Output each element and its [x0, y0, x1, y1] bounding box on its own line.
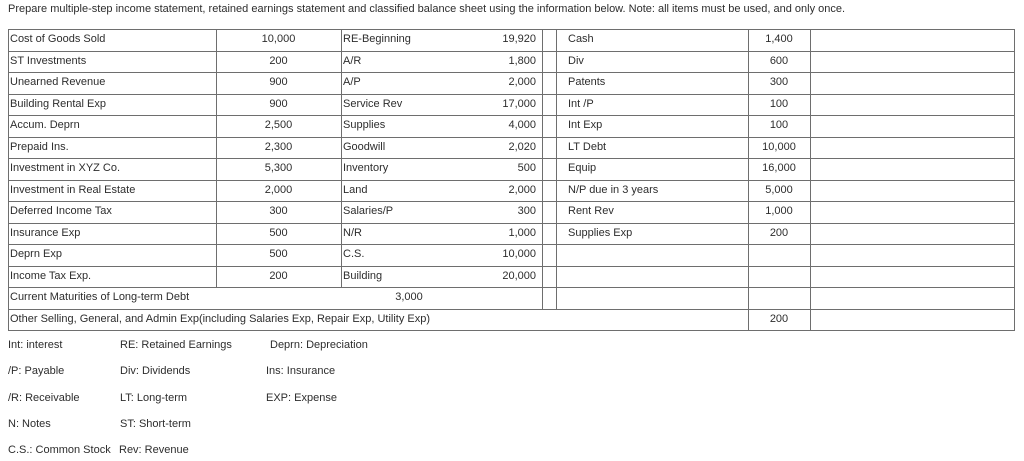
legend-entry: Div: Dividends — [120, 365, 191, 377]
account-label: ST Investments — [10, 55, 87, 67]
accounts-table — [8, 29, 1015, 331]
legend-entry: Ins: Insurance — [266, 365, 336, 377]
instruction-text: Prepare multiple-step income statement, retained earnings statement and classified balance sheet using the information below. Note: all items must be used, and only once. — [8, 3, 846, 15]
account-label: Income Tax Exp. — [10, 270, 92, 282]
account-label: Goodwill — [343, 141, 386, 153]
account-label: Cash — [568, 33, 594, 45]
account-label: Supplies Exp — [568, 227, 633, 239]
account-value: 20,000 — [502, 270, 536, 282]
account-value: 1,400 — [765, 33, 793, 45]
table-column-divider — [1014, 29, 1015, 330]
other-sga-value: 200 — [769, 313, 789, 325]
table-column-divider — [556, 29, 557, 309]
account-value: 900 — [269, 76, 288, 88]
account-value: 200 — [269, 55, 288, 67]
account-value: 2,000 — [508, 184, 536, 196]
legend-entry: RE: Retained Earnings — [120, 339, 232, 351]
account-value: 300 — [517, 205, 536, 217]
account-label: Deprn Exp — [10, 248, 62, 260]
account-label: N/R — [343, 227, 362, 239]
account-label: Building Rental Exp — [10, 98, 107, 110]
account-value: 10,000 — [261, 33, 296, 45]
legend-entry: EXP: Expense — [266, 392, 337, 404]
other-sga-label: Other Selling, General, and Admin Exp(including Salaries Exp, Repair Exp, Utility Exp) — [10, 313, 431, 325]
account-label: Investment in Real Estate — [10, 184, 136, 196]
current-maturities-value: 3,000 — [395, 291, 423, 303]
account-label: Supplies — [343, 119, 386, 131]
table-row-divider — [8, 330, 1015, 331]
account-value: 2,000 — [508, 76, 536, 88]
account-label: N/P due in 3 years — [568, 184, 659, 196]
account-label: Patents — [568, 76, 606, 88]
account-value: 200 — [269, 270, 288, 282]
account-label: Salaries/P — [343, 205, 394, 217]
account-label: Rent Rev — [568, 205, 614, 217]
account-label: LT Debt — [568, 141, 607, 153]
account-label: C.S. — [343, 248, 365, 260]
account-label: Int Exp — [568, 119, 603, 131]
account-value: 10,000 — [762, 141, 796, 153]
legend-entry: Deprn: Depreciation — [270, 339, 368, 351]
legend-entry: Int: interest — [8, 339, 63, 351]
account-value: 100 — [769, 98, 789, 110]
account-value: 17,000 — [502, 98, 536, 110]
account-label: A/P — [343, 76, 361, 88]
account-value: 500 — [517, 162, 536, 174]
account-label: Prepaid Ins. — [10, 141, 69, 153]
account-value: 2,500 — [264, 119, 293, 131]
account-label: Land — [343, 184, 368, 196]
account-value: 600 — [769, 55, 789, 67]
legend-entry: C.S.: Common Stock — [8, 444, 111, 456]
account-value: 500 — [269, 248, 288, 260]
account-value: 2,300 — [264, 141, 293, 153]
account-value: 19,920 — [502, 33, 536, 45]
account-value: 300 — [269, 205, 288, 217]
legend-entry: ST: Short-term — [120, 418, 191, 430]
account-label: Deferred Income Tax — [10, 205, 112, 217]
account-value: 1,000 — [765, 205, 793, 217]
account-label: Insurance Exp — [10, 227, 81, 239]
account-value: 2,020 — [508, 141, 536, 153]
account-label: Div — [568, 55, 584, 67]
table-column-divider — [810, 29, 811, 330]
account-label: Investment in XYZ Co. — [10, 162, 121, 174]
legend-entry: /P: Payable — [8, 365, 65, 377]
table-column-divider — [542, 29, 543, 309]
account-label: Service Rev — [343, 98, 403, 110]
account-value: 2,000 — [264, 184, 293, 196]
account-label: Building — [343, 270, 383, 282]
account-label: Equip — [568, 162, 597, 174]
account-label: Accum. Deprn — [10, 119, 80, 131]
legend-entry: /R: Receivable — [8, 392, 80, 404]
account-label: RE-Beginning — [343, 33, 411, 45]
legend-entry: LT: Long-term — [120, 392, 188, 404]
account-value: 4,000 — [508, 119, 536, 131]
account-value: 200 — [769, 227, 789, 239]
account-value: 5,000 — [765, 184, 793, 196]
account-value: 500 — [269, 227, 288, 239]
current-maturities-label: Current Maturities of Long-term Debt — [10, 291, 190, 303]
account-label: Inventory — [343, 162, 389, 174]
account-value: 900 — [269, 98, 288, 110]
legend-entry: N: Notes — [8, 418, 51, 430]
account-value: 1,800 — [508, 55, 536, 67]
account-value: 16,000 — [762, 162, 796, 174]
account-label: A/R — [343, 55, 362, 67]
account-label: Cost of Goods Sold — [10, 33, 106, 45]
account-value: 100 — [769, 119, 789, 131]
legend-entry: Rev: Revenue — [119, 444, 189, 456]
account-value: 300 — [769, 76, 789, 88]
account-value: 1,000 — [508, 227, 536, 239]
account-value: 10,000 — [502, 248, 536, 260]
account-value: 5,300 — [264, 162, 293, 174]
account-label: Int /P — [568, 98, 594, 110]
account-label: Unearned Revenue — [10, 76, 106, 88]
